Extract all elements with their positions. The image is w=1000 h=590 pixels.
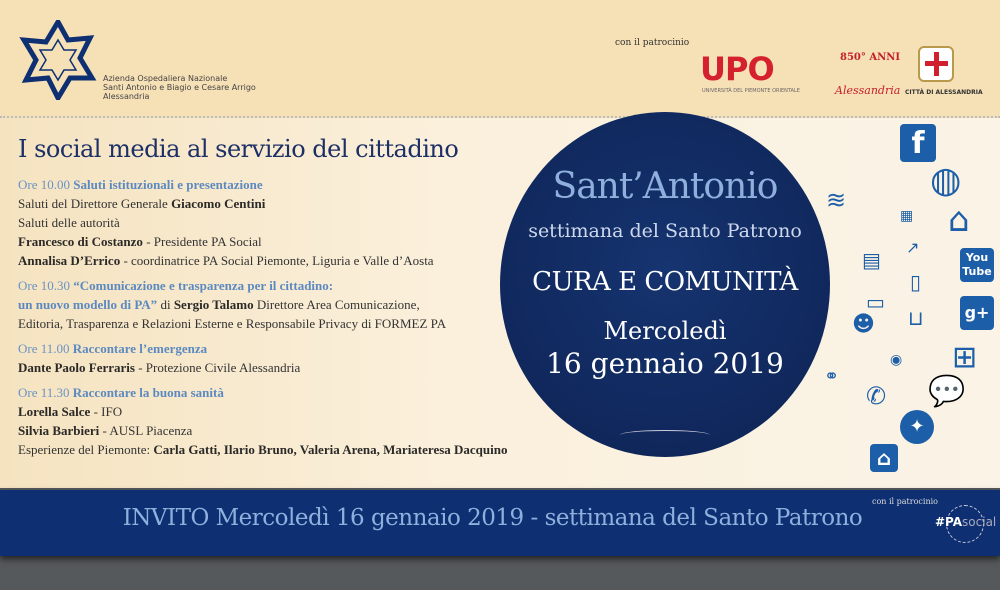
role: - AUSL Piacenza — [99, 423, 193, 438]
twitter-icon: ✦ — [900, 410, 934, 444]
briefcase-icon: ▤ — [862, 248, 881, 272]
session-title: Raccontare la buona sanità — [72, 385, 224, 400]
text: Saluti delle autorità — [18, 215, 120, 230]
speaker: Carla Gatti, Ilario Bruno, Valeria Arena, Mariateresa Dacquino — [153, 442, 508, 457]
wifi-badge-icon: ◉ — [890, 352, 903, 368]
time: Ore 10.30 — [18, 278, 74, 293]
org-line: Alessandria — [103, 92, 150, 101]
time: Ore 11.00 — [18, 341, 73, 356]
mobile-icon: ▯ — [910, 270, 922, 294]
arrow-icon — [620, 430, 710, 440]
org-line: Santi Antonio e Biagio e Cesare Arrigo — [103, 83, 256, 92]
home-icon: ⌂ — [948, 200, 970, 240]
speaker: Giacomo Centini — [171, 196, 266, 211]
organization-name — [103, 74, 256, 101]
phone-icon: ✆ — [866, 382, 887, 410]
role: - Presidente PA Social — [142, 234, 262, 249]
hospital-star-logo — [18, 20, 98, 100]
speaker: Lorella Salce — [18, 404, 91, 419]
role: Editoria, Trasparenza e Relazioni Esterne e Responsabile Privacy di FORMEZ PA — [18, 316, 447, 331]
upo-logo: UPO — [700, 50, 774, 88]
wifi-icon: ≋ — [826, 186, 847, 214]
role: - Protezione Civile Alessandria — [134, 360, 301, 375]
citta-label: CITTÀ DI ALESSANDRIA — [905, 89, 983, 96]
page-title: I social media al servizio del cittadino — [18, 135, 459, 163]
chart-icon: ↗ — [906, 238, 920, 257]
windows-icon: ⊞ — [952, 340, 978, 375]
city-crest-icon — [918, 46, 954, 82]
upo-subtitle: UNIVERSITÀ DEL PIEMONTE ORIENTALE — [702, 88, 800, 94]
speaker: Francesco di Costanzo — [18, 234, 143, 249]
event-circle — [500, 112, 830, 457]
calendar-icon: ▦ — [900, 208, 914, 224]
pasocial-a: #PA — [935, 515, 963, 529]
cart-icon: ⊔ — [908, 306, 924, 330]
globe-icon: ◍ — [930, 160, 962, 201]
alessandria-logo-text: Alessandria — [835, 84, 901, 97]
text: Saluti del Direttore Generale — [18, 196, 172, 211]
session-title: Saluti istituzionali e presentazione — [73, 177, 263, 192]
patronage-label: con il patrocinio — [615, 38, 690, 48]
event-day: Mercoledì — [603, 317, 727, 345]
event-title: Sant’Antonio — [552, 166, 778, 207]
role: Direttore Area Comunicazione, — [253, 297, 420, 312]
youtube-icon: You Tube — [960, 248, 994, 282]
program — [18, 175, 508, 459]
session-title: un nuovo modello di PA” — [18, 297, 158, 312]
speech-bubble-icon: 💬 — [928, 374, 966, 409]
session-title: Raccontare l’emergenza — [72, 341, 208, 356]
speaker: Annalisa D’Errico — [18, 253, 121, 268]
event-subtitle: settimana del Santo Patrono — [528, 220, 802, 242]
chat-icon: ▭ — [866, 290, 885, 314]
event-theme: CURA E COMUNITÀ — [532, 267, 798, 297]
time: Ore 10.00 — [18, 177, 70, 192]
role: - IFO — [90, 404, 123, 419]
event-date: 16 gennaio 2019 — [546, 347, 784, 380]
google-plus-icon: g+ — [960, 296, 994, 330]
invitation-text: INVITO Mercoledì 16 gennaio 2019 - settimana del Santo Patrono — [122, 505, 863, 531]
speaker: Dante Paolo Ferraris — [18, 360, 135, 375]
text: Esperienze del Piemonte: — [18, 442, 154, 457]
pasocial-b: social — [962, 515, 997, 529]
text: di — [157, 297, 174, 312]
handshake-icon: ⚭ — [824, 366, 840, 387]
speaker: Silvia Barbieri — [18, 423, 100, 438]
speaker: Sergio Talamo — [173, 297, 254, 312]
users-icon: ☻ — [852, 312, 875, 337]
home-box-icon: ⌂ — [870, 444, 898, 472]
time: Ore 11.30 — [18, 385, 73, 400]
role: - coordinatrice PA Social Piemonte, Liguria e Valle d’Aosta — [120, 253, 434, 268]
org-line: Azienda Ospedaliera Nazionale — [103, 74, 228, 83]
footer-patronage-label: con il patrocinio — [872, 497, 938, 506]
facebook-icon: f — [900, 124, 936, 162]
session-title: “Comunicazione e trasparenza per il cittadino: — [73, 278, 334, 293]
alessandria-850-logo: 850° ANNI — [840, 52, 901, 63]
pasocial-logo — [935, 515, 996, 529]
